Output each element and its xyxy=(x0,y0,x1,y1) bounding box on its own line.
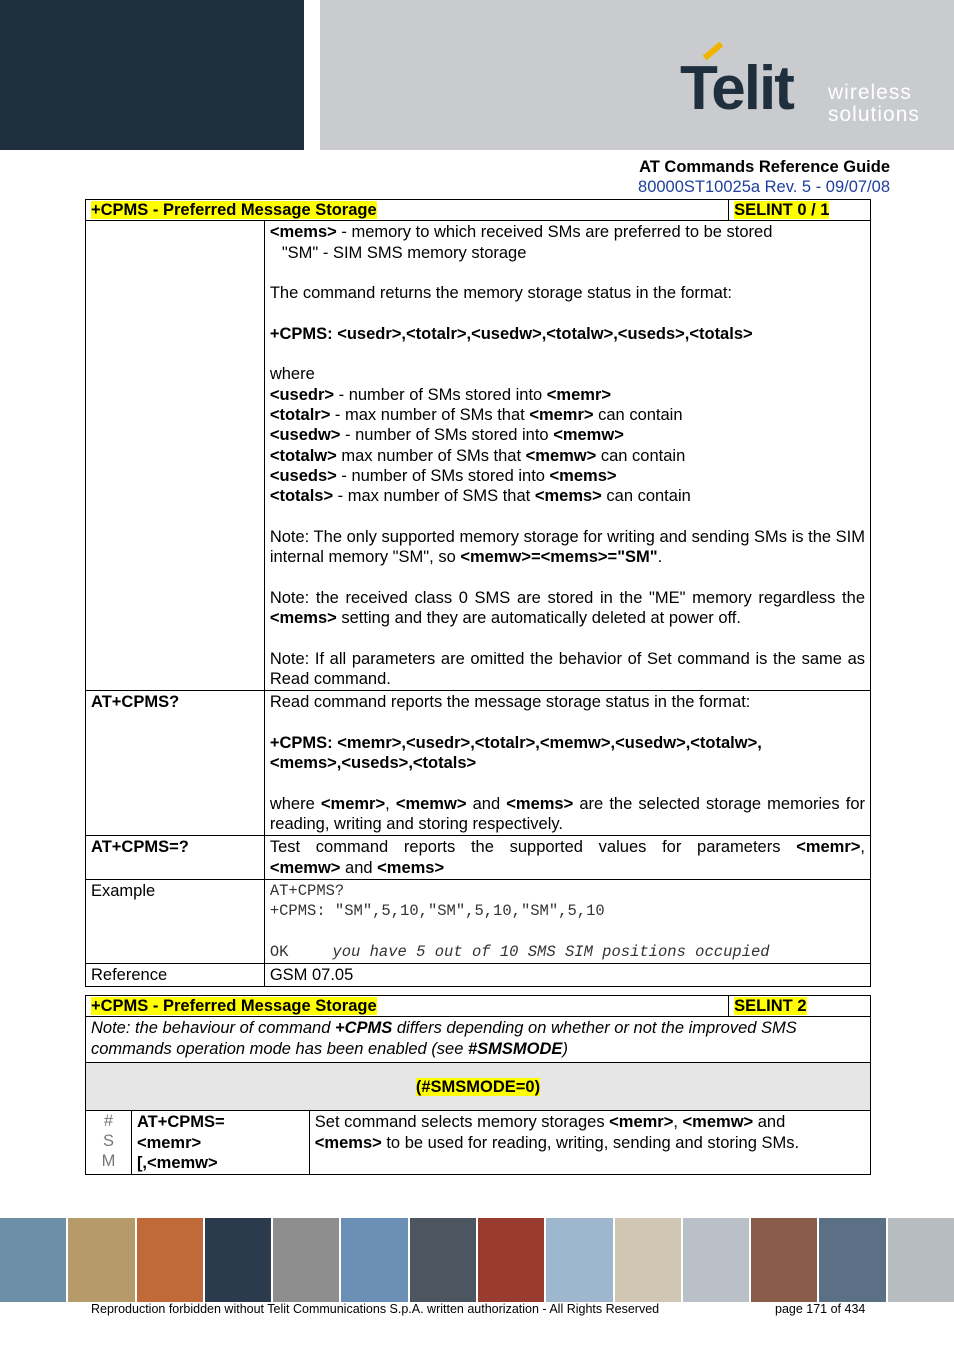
header-dark-panel xyxy=(0,0,304,150)
footer-photo-tile xyxy=(888,1218,954,1302)
footer-photo-tile xyxy=(410,1218,476,1302)
reference-label: Reference xyxy=(86,963,265,986)
param-item: <usedr> - number of SMs stored into <memr> xyxy=(269,385,612,404)
page-number: page 171 of 434 xyxy=(775,1302,866,1316)
param-item: <useds> - number of SMs stored into <mems> xyxy=(269,466,617,485)
smsmode-note: Note: the behaviour of command +CPMS differs depending on whether or not the improved SMS commands operation mode has been enabled (see #SMSMODE) xyxy=(86,1017,871,1063)
table-title-row xyxy=(86,996,871,1017)
param-item: <totalr> - max number of SMs that <memr> can contain xyxy=(269,405,683,424)
param-item: <totalw> max number of SMs that <memw> can contain xyxy=(269,446,686,465)
footer-photo-tile xyxy=(819,1218,885,1302)
test-command-description: Test command reports the supported values for parameters <memr>, <memw> and <mems> xyxy=(264,836,870,880)
logo-wordmark: Telit xyxy=(680,54,793,123)
table-title: +CPMS - Preferred Message Storage xyxy=(91,201,377,219)
footer-copyright: Reproduction forbidden without Telit Communications S.p.A. written authorization - All Rights Reserved xyxy=(91,1302,660,1316)
footer-photo-tile xyxy=(273,1218,339,1302)
example-row xyxy=(86,879,871,963)
reference-value: GSM 07.05 xyxy=(264,963,870,986)
mode-header-row xyxy=(86,1063,871,1111)
param-item: <totals> - max number of SMS that <mems> can contain xyxy=(269,487,691,506)
test-command-row xyxy=(86,836,871,880)
response-format: +CPMS: <usedr>,<totalr>,<usedw>,<totalw>,<useds>,<totals> xyxy=(269,324,753,343)
selint-badge: SELINT 0 / 1 xyxy=(734,201,830,219)
table-title-row xyxy=(86,200,871,221)
footer-photo-tile xyxy=(137,1218,203,1302)
telit-logo xyxy=(676,48,936,138)
read-command: AT+CPMS? xyxy=(86,691,265,836)
cpms-table-selint2 xyxy=(85,995,871,1175)
note-1: Note: The only supported memory storage for writing and sending SMs is the SIM internal memory "SM", so <memw>=<mems>="SM". xyxy=(269,527,865,567)
note-2: Note: the received class 0 SMS are stored in the "ME" memory regardless the <mems> setting and they are automatically deleted at power off. xyxy=(269,588,865,627)
logo-tagline: wireless solutions xyxy=(828,81,920,126)
note-3: Note: If all parameters are omitted the behavior of Set command is the same as Read command. xyxy=(269,649,865,688)
footer-photo-tile xyxy=(68,1218,134,1302)
guide-revision: 80000ST10025a Rev. 5 - 09/07/08 xyxy=(638,178,890,196)
set-params-row xyxy=(86,221,871,691)
footer-photo-strip xyxy=(0,1218,954,1302)
example-label: Example xyxy=(86,879,265,963)
mode-label: (#SMSMODE=0) xyxy=(415,1077,541,1096)
footer-photo-tile xyxy=(341,1218,407,1302)
example-code: AT+CPMS? +CPMS: "SM",5,10,"SM",5,10,"SM",5,10 OK you have 5 out of 10 SMS SIM positions occupied xyxy=(264,879,870,963)
read-command-row xyxy=(86,691,871,836)
table-title: +CPMS - Preferred Message Storage xyxy=(91,997,377,1015)
footer-photo-tile xyxy=(205,1218,271,1302)
selint-badge: SELINT 2 xyxy=(734,997,807,1015)
test-command: AT+CPMS=? xyxy=(86,836,265,880)
footer-photo-tile xyxy=(546,1218,612,1302)
reference-row xyxy=(86,963,871,986)
param-item: <usedw> - number of SMs stored into <memw> xyxy=(269,426,624,445)
read-command-description: Read command reports the message storage status in the format: +CPMS: <memr>,<usedr>,<totalr>,<memw>,<usedw>,<totalw>, <mems>,<useds>,<totals> where <memr>, <memw> and <mems> are the selected storage memories for reading, writing and storing respectively. xyxy=(264,691,870,836)
set-params-description: <mems> - memory to which received SMs are preferred to be stored "SM" - SIM SMS memory storage The command returns the memory storage status in the format: +CPMS: <usedr>,<totalr>,<usedw>,<totalw>,<useds>,<totals> where <usedr> - number of SMs stored into <memr> <totalr> - max number of SMs that <memr> can contain <usedw> - number of SMs stored into <memw> <totalw> max number of SMs that <memw> can contain <useds> - number of SMs stored into <mems> <totals> - max number of SMS that <mems> can contain Note: The only supported memory storage for writing and sending SMs is the SIM internal memory "SM", so <memw>=<mems>="SM". Note: the received class 0 SMS are stored in the "ME" memory regardless the <mems> setting and they are automatically deleted at power off. Note: If all parameters are omitted the behavior of Set command is the same as Read command. xyxy=(264,221,870,691)
guide-title: AT Commands Reference Guide xyxy=(639,158,890,176)
set-command-description: Set command selects memory storages <memr>, <memw> and <mems> to be used for reading, writing, sending and storing SMs. xyxy=(309,1111,870,1175)
set-command-row xyxy=(86,1111,871,1175)
set-command: AT+CPMS= <memr> [,<memw> xyxy=(131,1111,309,1175)
footer-photo-tile xyxy=(751,1218,817,1302)
param-list xyxy=(270,385,865,507)
footer-photo-tile xyxy=(0,1218,66,1302)
footer-photo-tile xyxy=(683,1218,749,1302)
cpms-table-selint01 xyxy=(85,199,871,987)
side-label: # S M xyxy=(86,1111,132,1175)
footer-photo-tile xyxy=(615,1218,681,1302)
footer-photo-tile xyxy=(478,1218,544,1302)
smsmode-note-row xyxy=(86,1017,871,1063)
